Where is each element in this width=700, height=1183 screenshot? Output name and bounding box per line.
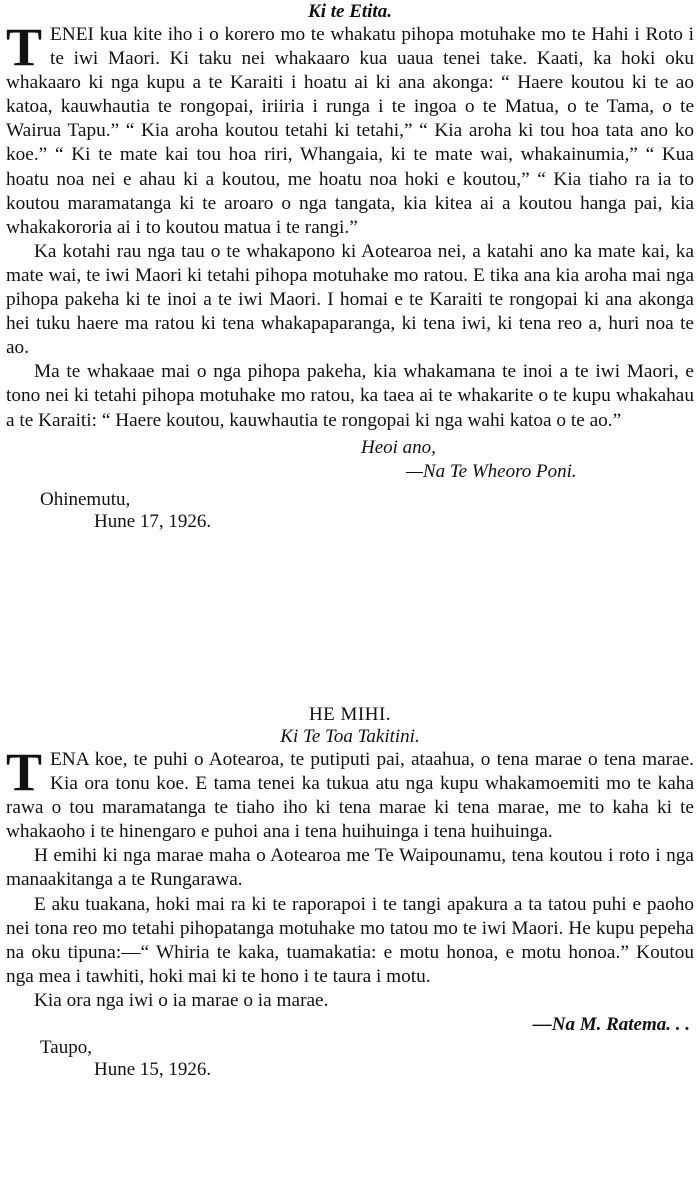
letter-paragraph-2: Ka kotahi rau nga tau o te whakapono ki Aotearoa nei, a katahi ano ka mate kai, ka mate wai, te iwi Maori ki tetahi pihopa motuhake mo ratou. E tika ana kia aroha mai nga pihopa pakeha ki te inoi a te iwi Maori. I homai e te Karaiti te rongopai ki ana akonga hei tuku haere ma ratou ki tena whakapaparanga, ki tena iwi, ki tena reo a, huri noa te ao. — [6, 240, 694, 359]
article-paragraph-3: E aku tuakana, hoki mai ra ki te raporapoi i te tangi apakura a ta tatou puhi e paoho nei tona reo mo tetahi pihopatanga motuhake mo tatou mo te iwi Maori. He kupu pepeha na oku tipuna:—“ Whiria te kaka, tuamakatia: e motu honoa, e motu honoa.” Koutou nga mea i tawhiti, hoki mai ki te hono i te taura i motu. — [6, 893, 694, 987]
drop-cap: T — [6, 742, 43, 802]
letter-to-editor — [6, 1, 694, 533]
drop-cap: T — [6, 17, 43, 77]
signoff: Heoi ano, — [361, 436, 436, 458]
place: Ohinemutu, — [40, 488, 131, 510]
place: Taupo, — [40, 1037, 92, 1059]
article-paragraph-1: TENA koe, te puhi o Aotearoa, te putiputi pai, ataahua, o tena marae o tena marae. Kia ora tonu koe. E tama tenei ka tukua atu nga kupu whakamoemiti mo te kaha rawa o tou maramatanga te tiaho iho ki tena marae ki tena marae, me to kaha ki te whakaoho i te hinengaro e puhoi ana i tena huihuinga i tena huihuinga. — [6, 742, 694, 843]
author: —Na Te Wheoro Poni. — [406, 460, 577, 482]
article-paragraph-2: H emihi ki nga marae maha o Aotearoa me Te Waipounamu, tena koutou i roto i nga manaakitanga a te Rungarawa. — [6, 845, 694, 891]
article-subtitle: Ki Te Toa Takitini. — [280, 726, 420, 747]
date: Hune 17, 1926. — [94, 510, 212, 532]
letter-paragraph-3: Ma te whakaae mai o nga pihopa pakeha, kia whakamana te inoi a te iwi Maori, e tono nei ki tetahi pihopa motuhake mo ratou, ka taea ai te whakarite o te kupu whakahau a te Karaiti: “ Haere koutou, kauwhautia te rongopai ki nga wahi katoa o te ao.” — [6, 361, 694, 431]
article-paragraph-4: Kia ora nga iwi o ia marae o ia marae. — [34, 989, 329, 1011]
author: —Na M. Ratema. . . — [532, 1014, 690, 1036]
greeting-article — [6, 704, 694, 1081]
date: Hune 15, 1926. — [94, 1059, 212, 1081]
signature-block — [6, 433, 694, 489]
article-title: HE MIHI. — [308, 704, 392, 725]
letter-title: Ki te Etita. — [308, 1, 392, 22]
letter-paragraph-1: TENEI kua kite iho i o korero mo te whakatu pihopa motuhake mo te Hahi i Roto i te iwi Maori. Ki taku nei whakaaro kua uaua tenei take. Kaati, ka hoki oku whakaaro ki nga kupu a te Karaiti i hoatu ai ki ana akonga: “ Haere koutou ki te ao katoa, kauwhautia te rongopai, iriiria i runga i te ingoa o te Matua, o te Tama, o te Wairua Tapu.” “ Kia aroha koutou tetahi ki tetahi,” “ Kia aroha ki tou hoa tata ano ko koe.” “ Ki te mate kai tou hoa riri, Whangaia, ki te mate wai, whakainumia,” “ Kua hoatu noa nei e ahau ki a koutou, me hoatu noa hoki e koutou,” “ Kia tiaho ra ia to koutou maramatanga ki te aroaro o nga tangata, kia kitea ai a koutou hanga pai, kia whakakororia ai i to koutou matua i te rangi.” — [6, 17, 694, 238]
